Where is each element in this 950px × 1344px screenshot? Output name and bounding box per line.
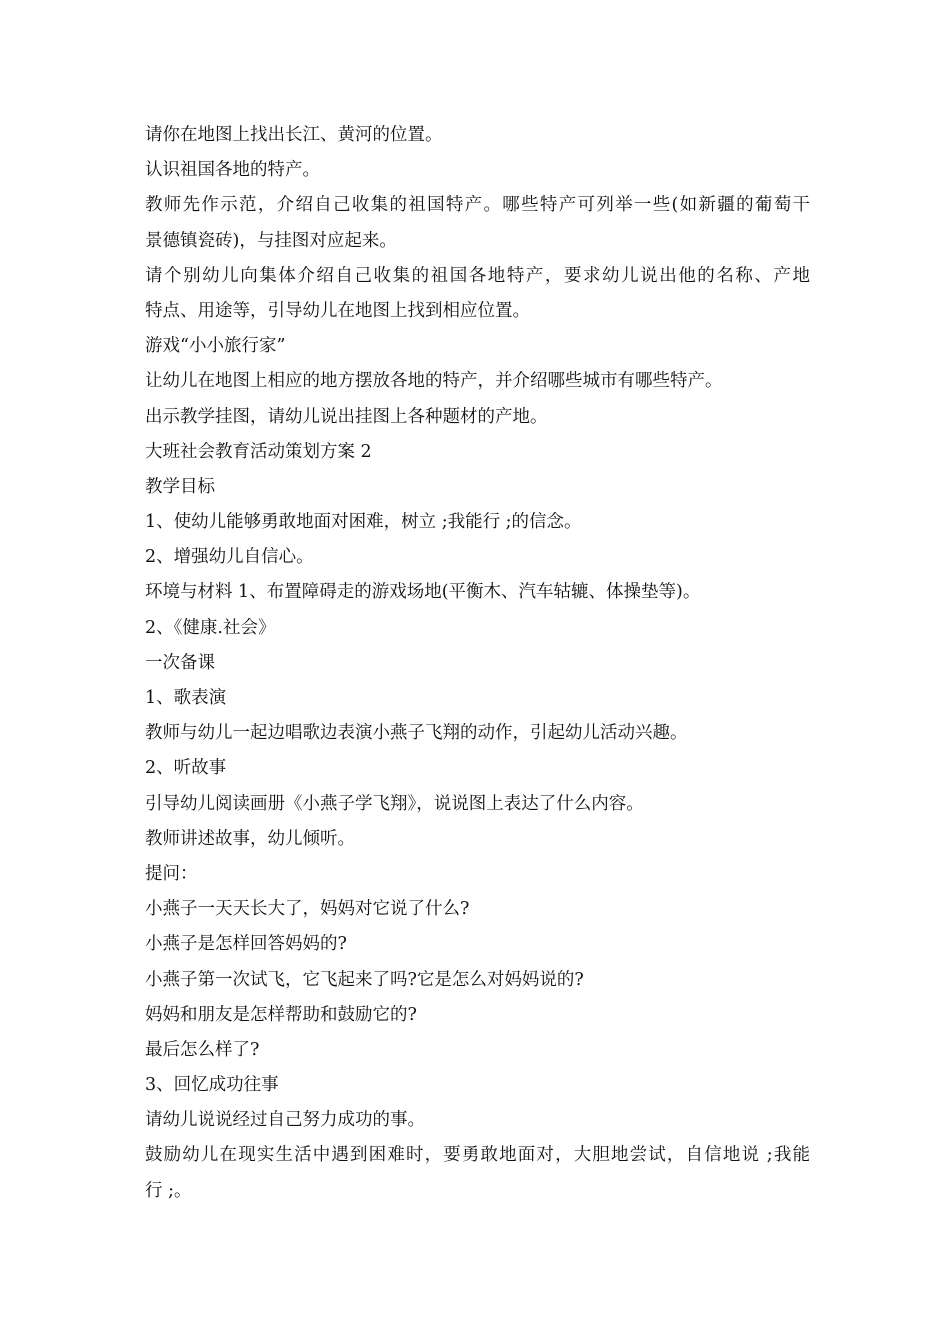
paragraph-line: 请你在地图上找出长江、黄河的位置。	[145, 125, 443, 145]
paragraph-line: 教师与幼儿一起边唱歌边表演小燕子飞翔的动作，引起幼儿活动兴趣。	[145, 723, 688, 744]
paragraph-line: 教学目标	[145, 476, 215, 497]
paragraph-line: 请个别幼儿向集体介绍自己收集的祖国各地特产，要求幼儿说出他的名称、产地	[145, 265, 810, 286]
paragraph-line: 教师先作示范，介绍自己收集的祖国特产。哪些特产可列举一些(如新疆的葡萄干	[145, 195, 810, 216]
paragraph-line: 提问：	[145, 863, 198, 884]
paragraph-line: 让幼儿在地图上相应的地方摆放各地的特产，并介绍哪些城市有哪些特产。	[145, 371, 723, 392]
paragraph-line: 认识祖国各地的特产。	[145, 160, 320, 181]
paragraph-line: 游戏“小小旅行家”	[145, 336, 286, 357]
paragraph-line: 3、回忆成功往事	[145, 1075, 279, 1096]
paragraph-line: 2、增强幼儿自信心。	[145, 547, 314, 568]
paragraph-line: 教师讲述故事，幼儿倾听。	[145, 828, 355, 849]
paragraph-line: 行 ;。	[145, 1180, 192, 1201]
paragraph-line: 1、使幼儿能够勇敢地面对困难，树立 ;我能行 ;的信念。	[145, 512, 582, 533]
paragraph-line: 鼓励幼儿在现实生活中遇到困难时，要勇敢地面对，大胆地尝试，自信地说 ;我能	[145, 1145, 810, 1166]
document-body	[145, 118, 810, 1209]
paragraph-line: 1、歌表演	[145, 688, 227, 708]
paragraph-line: 特点、用途等，引导幼儿在地图上找到相应位置。	[145, 300, 530, 321]
paragraph-line: 小燕子一天天长大了，妈妈对它说了什么?	[145, 899, 470, 920]
paragraph-line: 小燕子第一次试飞，它飞起来了吗?它是怎么对妈妈说的?	[145, 969, 584, 990]
paragraph-line: 2、听故事	[145, 758, 227, 779]
paragraph-line: 小燕子是怎样回答妈妈的?	[145, 934, 347, 955]
paragraph-line: 引导幼儿阅读画册《小燕子学飞翔》，说说图上表达了什么内容。	[145, 793, 644, 814]
paragraph-line: 环境与材料 1、布置障碍走的游戏场地(平衡木、汽车轱辘、体操垫等)。	[145, 582, 701, 603]
paragraph-line: 最后怎么样了?	[145, 1039, 260, 1060]
paragraph-line: 2、《健康.社会》	[145, 617, 276, 638]
paragraph-line: 大班社会教育活动策划方案 2	[145, 441, 372, 462]
paragraph-line: 景德镇瓷砖)，与挂图对应起来。	[145, 230, 397, 251]
paragraph-line: 一次备课	[145, 652, 215, 673]
paragraph-line: 出示教学挂图，请幼儿说出挂图上各种题材的产地。	[145, 406, 548, 427]
paragraph-line: 请幼儿说说经过自己努力成功的事。	[145, 1110, 425, 1131]
paragraph-line: 妈妈和朋友是怎样帮助和鼓励它的?	[145, 1004, 417, 1025]
